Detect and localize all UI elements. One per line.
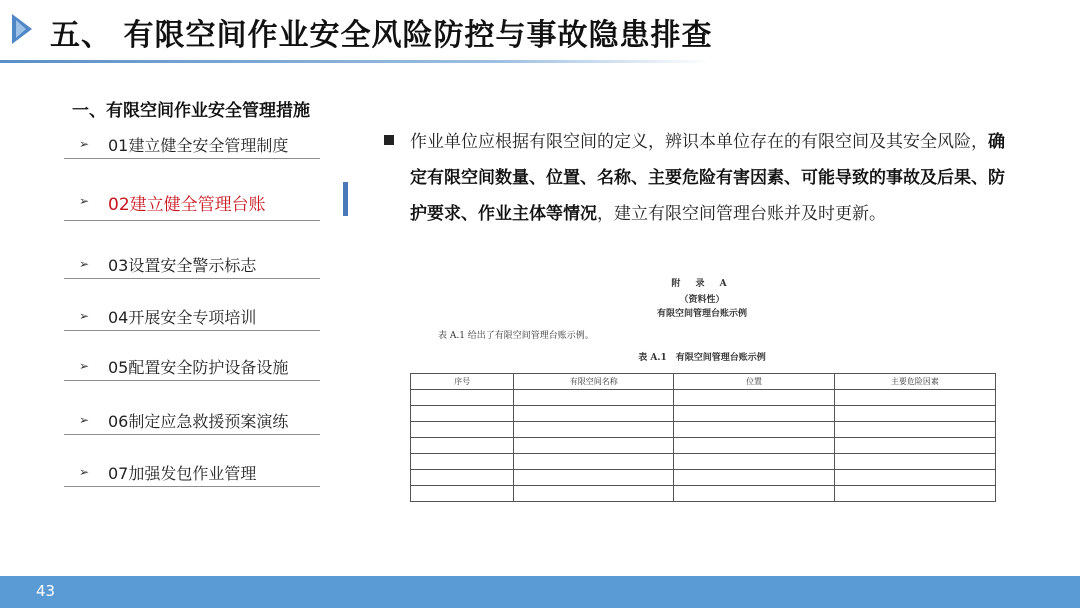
arrow-bullet-icon: ➢ xyxy=(79,413,90,427)
nav-item-03[interactable] xyxy=(64,248,320,279)
arrow-bullet-icon: ➢ xyxy=(79,194,90,208)
arrow-bullet-icon: ➢ xyxy=(79,465,90,479)
table-row xyxy=(411,406,996,422)
chevron-right-icon xyxy=(10,12,36,46)
nav-item-07[interactable] xyxy=(64,456,320,487)
bullet-paragraph xyxy=(410,124,1020,232)
nav-item-label: 01建立健全安全管理制度 xyxy=(108,136,289,155)
appendix-document-image xyxy=(408,270,996,515)
header-divider xyxy=(0,60,712,63)
nav-item-label: 03设置安全警示标志 xyxy=(108,256,257,275)
nav-item-label: 05配置安全防护设备设施 xyxy=(108,358,289,377)
table-row xyxy=(411,438,996,454)
column-header: 序号 xyxy=(411,374,514,390)
nav-item-label: 04开展安全专项培训 xyxy=(108,308,257,327)
doc-table-title: 表 A.1 有限空间管理台账示例 xyxy=(638,353,766,363)
paragraph-tail: ，建立有限空间管理台账并及时更新。 xyxy=(597,204,886,224)
table-header-row xyxy=(411,374,996,390)
page-title: 五、 有限空间作业安全风险防控与事故隐患排查 xyxy=(50,18,713,53)
table-row xyxy=(411,470,996,486)
doc-appendix-title: 附 录 A xyxy=(671,279,733,289)
slide-header xyxy=(0,0,1080,64)
column-header: 有限空间名称 xyxy=(514,374,674,390)
nav-item-01[interactable] xyxy=(64,128,320,159)
doc-intro-text: 表 A.1 给出了有限空间管理台账示例。 xyxy=(438,331,594,341)
arrow-bullet-icon: ➢ xyxy=(79,137,90,151)
arrow-bullet-icon: ➢ xyxy=(79,309,90,323)
ledger-table xyxy=(410,373,996,502)
nav-item-label: 02建立健全管理台账 xyxy=(108,195,266,215)
doc-subtitle: 有限空间管理台账示例 xyxy=(656,309,747,319)
nav-item-04[interactable] xyxy=(64,300,320,331)
table-row xyxy=(411,422,996,438)
nav-item-02[interactable] xyxy=(64,180,320,221)
table-row xyxy=(411,454,996,470)
table-row xyxy=(411,486,996,502)
paragraph-lead: 作业单位应根据有限空间的定义，辨识本单位存在的有限空间及其安全风险， xyxy=(410,132,988,152)
nav-item-05[interactable] xyxy=(64,350,320,381)
column-header: 主要危险因素 xyxy=(834,374,995,390)
active-item-marker xyxy=(343,182,348,216)
arrow-bullet-icon: ➢ xyxy=(79,359,90,373)
column-header: 位置 xyxy=(674,374,834,390)
nav-item-label: 07加强发包作业管理 xyxy=(108,464,257,483)
nav-item-label: 06制定应急救援预案演练 xyxy=(108,412,289,431)
section-heading: 一、有限空间作业安全管理措施 xyxy=(72,101,310,121)
slide-footer xyxy=(0,576,1080,608)
paragraph-emphasis: 确定有限空间数量、位置、名称、主要危险有害因素、可能导致的事故及后果、防护要求、作业主体等情况 xyxy=(410,132,1005,224)
arrow-bullet-icon: ➢ xyxy=(79,257,90,271)
nav-item-06[interactable] xyxy=(64,404,320,435)
square-bullet-icon xyxy=(384,135,394,145)
table-row xyxy=(411,390,996,406)
doc-nature-label: （资料性） xyxy=(679,295,725,305)
page-number: 43 xyxy=(36,582,56,600)
